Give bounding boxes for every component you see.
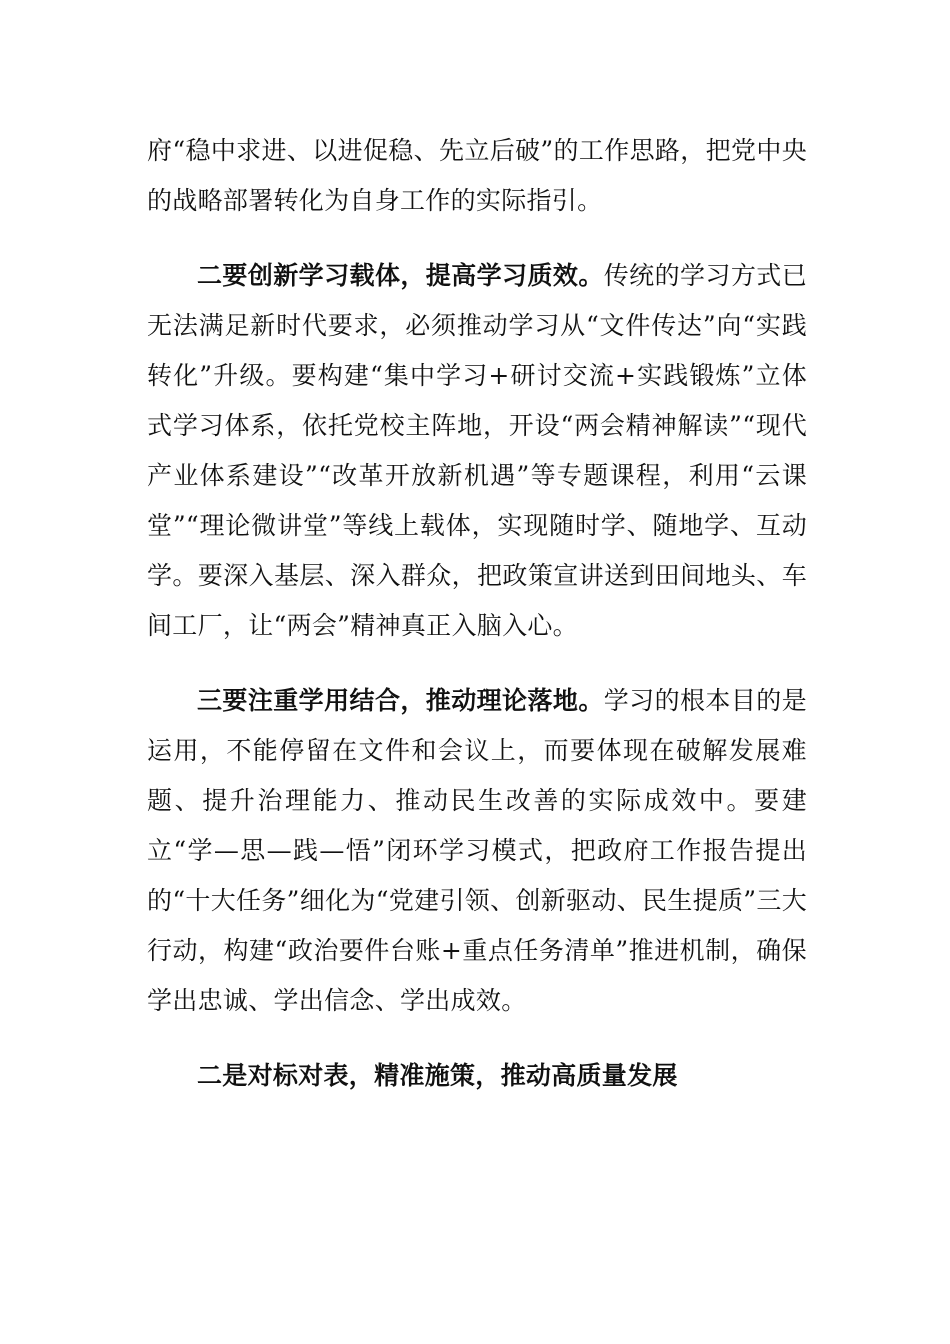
paragraph-text: 学习的根本目的是运用，不能停留在文件和会议上，而要体现在破解发展难题、提升治理能力、推动民生改善的实际成效中。要建立“学—思—践—悟”闭环学习模式，把政府工作报告提出的“十大任务”细化为“党建引领、创新驱动、民生提质”三大行动，构建“政治要件台账+重点任务清单”推进机制，确保学出忠诚、学出信念、学出成效。	[147, 686, 807, 1015]
paragraph-continuation	[147, 126, 807, 226]
section-heading	[147, 1051, 807, 1101]
paragraph-learning-carrier	[147, 251, 807, 651]
section-heading-text: 二是对标对表，精准施策，推动高质量发展	[197, 1061, 678, 1090]
paragraph-text: 传统的学习方式已无法满足新时代要求，必须推动学习从“文件传达”向“实践转化”升级。要构建“集中学习+研讨交流+实践锻炼”立体式学习体系，依托党校主阵地，开设“两会精神解读”“现代产业体系建设”“改革开放新机遇”等专题课程，利用“云课堂”“理论微讲堂”等线上载体，实现随时学、随地学、互动学。要深入基层、深入群众，把政策宣讲送到田间地头、车间工厂，让“两会”精神真正入脑入心。	[147, 261, 807, 640]
paragraph-lead: 二要创新学习载体，提高学习质效。	[197, 261, 604, 290]
document-page	[147, 126, 807, 1101]
paragraph-text: 府“稳中求进、以进促稳、先立后破”的工作思路，把党中央的战略部署转化为自身工作的实际指引。	[147, 136, 807, 215]
paragraph-theory-practice	[147, 676, 807, 1026]
paragraph-lead: 三要注重学用结合，推动理论落地。	[197, 686, 604, 715]
